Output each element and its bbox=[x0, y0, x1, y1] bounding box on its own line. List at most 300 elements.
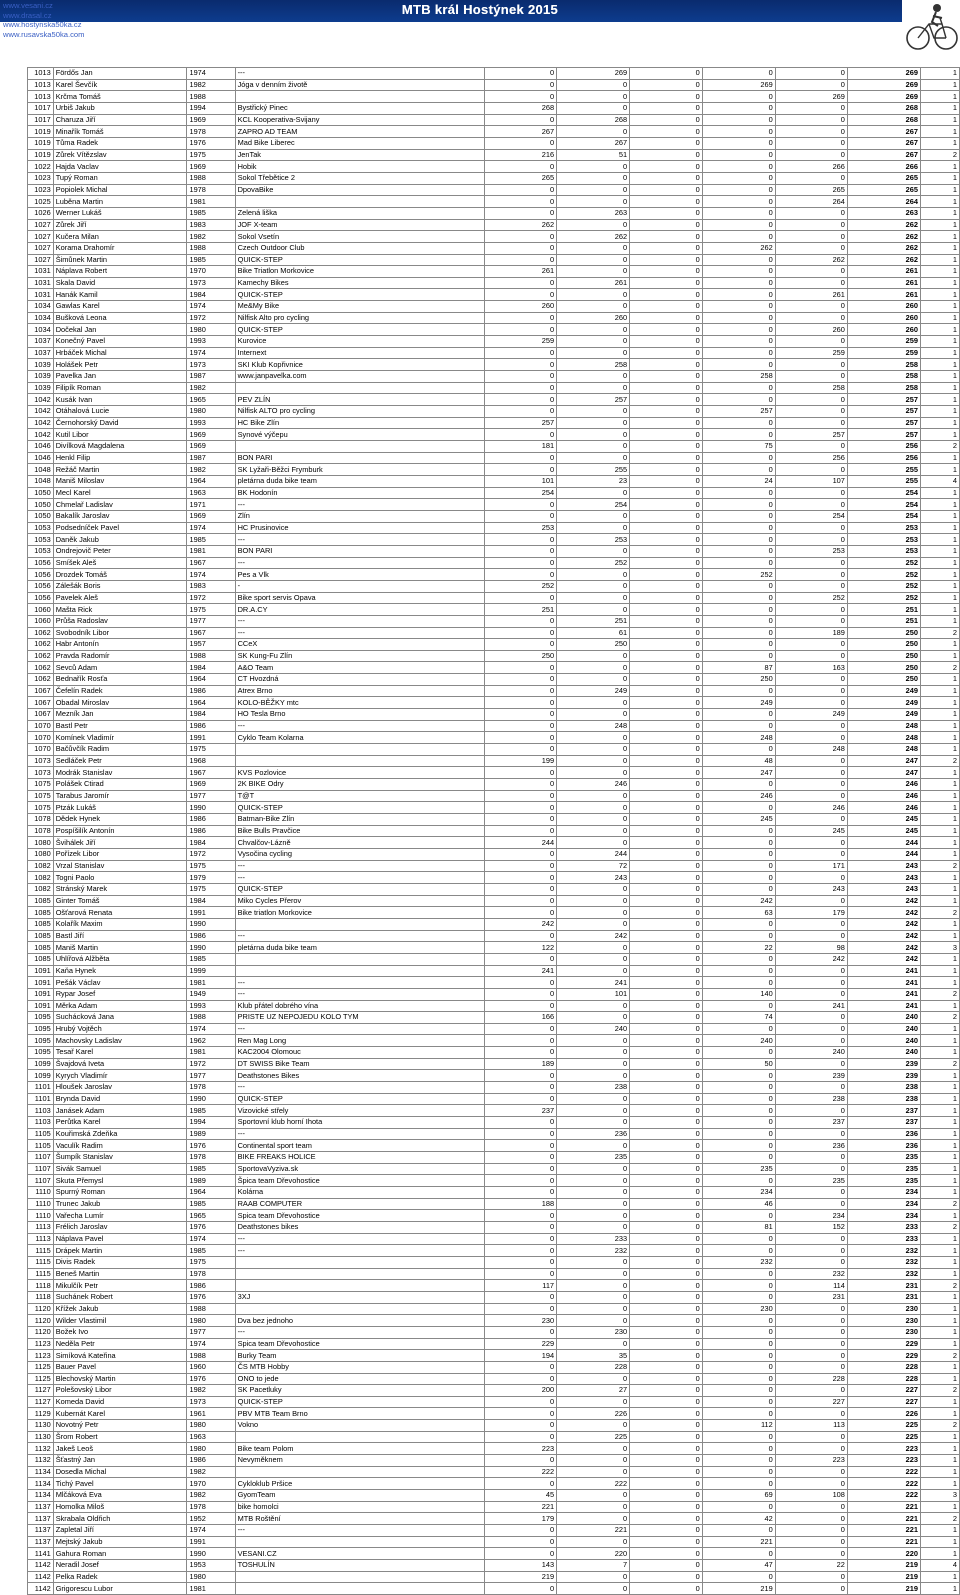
cell-race-count: 1 bbox=[920, 1501, 959, 1513]
cell-race-4: 0 bbox=[702, 510, 775, 522]
cell-race-1: 0 bbox=[484, 254, 556, 266]
cell-rank: 1039 bbox=[28, 382, 54, 394]
table-row bbox=[28, 1198, 960, 1210]
cell-race-5: 0 bbox=[775, 406, 847, 418]
cell-race-2: 0 bbox=[557, 604, 630, 616]
cell-rank: 1085 bbox=[28, 907, 54, 919]
cell-rank: 1085 bbox=[28, 953, 54, 965]
cell-race-count: 2 bbox=[920, 1385, 959, 1397]
cell-race-3: 0 bbox=[630, 79, 703, 91]
cell-race-5: 234 bbox=[775, 1210, 847, 1222]
cell-race-1: 259 bbox=[484, 336, 556, 348]
cell-race-5: 0 bbox=[775, 312, 847, 324]
table-row bbox=[28, 277, 960, 289]
cell-race-1: 0 bbox=[484, 674, 556, 686]
cell-name: Frélich Jaroslav bbox=[53, 1221, 187, 1233]
cell-race-4: 0 bbox=[702, 825, 775, 837]
cell-club: Bike sport servis Opava bbox=[235, 592, 484, 604]
table-row bbox=[28, 184, 960, 196]
cell-race-5: 260 bbox=[775, 324, 847, 336]
cell-year: 1969 bbox=[187, 779, 235, 791]
cell-race-4: 262 bbox=[702, 242, 775, 254]
cell-rank: 1013 bbox=[28, 79, 54, 91]
cell-race-count: 1 bbox=[920, 1187, 959, 1199]
cell-race-1: 0 bbox=[484, 569, 556, 581]
cell-race-2: 226 bbox=[557, 1408, 630, 1420]
cell-race-3: 0 bbox=[630, 207, 703, 219]
cell-race-3: 0 bbox=[630, 1583, 703, 1595]
cell-name: Zůrek Jiří bbox=[53, 219, 187, 231]
cell-name: Měrka Adam bbox=[53, 1000, 187, 1012]
cell-race-count: 1 bbox=[920, 277, 959, 289]
cell-total: 230 bbox=[847, 1303, 920, 1315]
cell-race-5: 0 bbox=[775, 68, 847, 80]
cell-race-2: 240 bbox=[557, 1023, 630, 1035]
cell-race-3: 0 bbox=[630, 848, 703, 860]
cell-year: 1973 bbox=[187, 277, 235, 289]
cell-race-5: 0 bbox=[775, 755, 847, 767]
cell-race-4: 252 bbox=[702, 569, 775, 581]
cell-year: 1964 bbox=[187, 1187, 235, 1199]
cell-year: 1988 bbox=[187, 1303, 235, 1315]
cell-race-5: 0 bbox=[775, 1571, 847, 1583]
cell-year: 1972 bbox=[187, 312, 235, 324]
cell-year: 1986 bbox=[187, 825, 235, 837]
cell-race-count: 1 bbox=[920, 825, 959, 837]
cell-race-2: 246 bbox=[557, 779, 630, 791]
cell-name: Obadal Miroslav bbox=[53, 697, 187, 709]
cell-club: --- bbox=[235, 977, 484, 989]
table-row bbox=[28, 196, 960, 208]
site-link[interactable]: www.vesani.cz bbox=[3, 1, 53, 10]
cell-race-1: 229 bbox=[484, 1338, 556, 1350]
cell-race-2: 0 bbox=[557, 1338, 630, 1350]
cell-race-1: 0 bbox=[484, 1256, 556, 1268]
cell-race-1: 0 bbox=[484, 114, 556, 126]
cell-rank: 1031 bbox=[28, 266, 54, 278]
cell-name: Mezník Jan bbox=[53, 709, 187, 721]
cell-year: 1980 bbox=[187, 1315, 235, 1327]
cell-race-4: 0 bbox=[702, 102, 775, 114]
cell-race-3: 0 bbox=[630, 441, 703, 453]
cell-race-3: 0 bbox=[630, 1350, 703, 1362]
cell-club: HC Prusinovice bbox=[235, 522, 484, 534]
cell-race-count: 1 bbox=[920, 918, 959, 930]
cell-name: Vaculík Radim bbox=[53, 1140, 187, 1152]
cell-race-2: 0 bbox=[557, 441, 630, 453]
table-row bbox=[28, 266, 960, 278]
cell-name: Stránský Marek bbox=[53, 883, 187, 895]
cell-race-3: 0 bbox=[630, 1420, 703, 1432]
cell-race-count: 1 bbox=[920, 1047, 959, 1059]
cell-race-4: 0 bbox=[702, 848, 775, 860]
cell-race-1: 0 bbox=[484, 848, 556, 860]
cell-rank: 1039 bbox=[28, 371, 54, 383]
cell-name: Náplava Robert bbox=[53, 266, 187, 278]
cell-race-2: 0 bbox=[557, 755, 630, 767]
table-row bbox=[28, 569, 960, 581]
cell-rank: 1082 bbox=[28, 860, 54, 872]
table-row bbox=[28, 1525, 960, 1537]
cell-race-1: 253 bbox=[484, 522, 556, 534]
cell-race-2: 0 bbox=[557, 1000, 630, 1012]
cell-race-4: 0 bbox=[702, 1140, 775, 1152]
cell-total: 240 bbox=[847, 1012, 920, 1024]
cell-race-count: 1 bbox=[920, 709, 959, 721]
cell-name: Tichý Pavel bbox=[53, 1478, 187, 1490]
cell-race-3: 0 bbox=[630, 1361, 703, 1373]
table-row bbox=[28, 627, 960, 639]
cell-race-5: 0 bbox=[775, 114, 847, 126]
cell-race-4: 0 bbox=[702, 266, 775, 278]
table-row bbox=[28, 394, 960, 406]
cell-total: 235 bbox=[847, 1175, 920, 1187]
table-row bbox=[28, 1058, 960, 1070]
cell-race-count: 1 bbox=[920, 312, 959, 324]
cell-race-1: 0 bbox=[484, 1583, 556, 1595]
cell-club: QUICK-STEP bbox=[235, 802, 484, 814]
cell-rank: 1034 bbox=[28, 301, 54, 313]
cell-race-count: 1 bbox=[920, 697, 959, 709]
cell-total: 248 bbox=[847, 720, 920, 732]
cell-club: bike homolci bbox=[235, 1501, 484, 1513]
cell-race-4: 250 bbox=[702, 674, 775, 686]
cell-race-1: 0 bbox=[484, 592, 556, 604]
cell-name: Hloušek Jaroslav bbox=[53, 1082, 187, 1094]
cell-year: 1978 bbox=[187, 1152, 235, 1164]
cell-club: JenTak bbox=[235, 149, 484, 161]
cell-total: 245 bbox=[847, 814, 920, 826]
cell-race-count: 2 bbox=[920, 1012, 959, 1024]
cell-race-2: 0 bbox=[557, 895, 630, 907]
cell-race-3: 0 bbox=[630, 953, 703, 965]
cell-race-3: 0 bbox=[630, 977, 703, 989]
cell-race-4: 247 bbox=[702, 767, 775, 779]
cell-total: 242 bbox=[847, 930, 920, 942]
table-row bbox=[28, 1152, 960, 1164]
cell-race-1: 166 bbox=[484, 1012, 556, 1024]
cell-race-5: 0 bbox=[775, 1525, 847, 1537]
cell-race-3: 0 bbox=[630, 1221, 703, 1233]
cell-race-count: 1 bbox=[920, 604, 959, 616]
cell-total: 254 bbox=[847, 510, 920, 522]
cell-race-5: 0 bbox=[775, 1315, 847, 1327]
cell-race-4: 48 bbox=[702, 755, 775, 767]
cell-year: 1974 bbox=[187, 1023, 235, 1035]
cell-total: 267 bbox=[847, 126, 920, 138]
cell-race-4: 0 bbox=[702, 1548, 775, 1560]
cell-year: 1975 bbox=[187, 1256, 235, 1268]
cell-race-1: 0 bbox=[484, 184, 556, 196]
table-row bbox=[28, 755, 960, 767]
cell-club: SK Kung-Fu Zlín bbox=[235, 650, 484, 662]
cell-year: 1990 bbox=[187, 942, 235, 954]
cell-race-count: 1 bbox=[920, 1175, 959, 1187]
table-row bbox=[28, 406, 960, 418]
cell-year: 1974 bbox=[187, 1525, 235, 1537]
table-row bbox=[28, 1338, 960, 1350]
cell-year: 1986 bbox=[187, 1455, 235, 1467]
cell-name: Bastl Jiří bbox=[53, 930, 187, 942]
cell-race-1: 0 bbox=[484, 685, 556, 697]
cell-race-1: 0 bbox=[484, 1408, 556, 1420]
cell-year: 1976 bbox=[187, 1221, 235, 1233]
cell-year: 1974 bbox=[187, 301, 235, 313]
cell-year: 1991 bbox=[187, 907, 235, 919]
cell-race-5: 0 bbox=[775, 1082, 847, 1094]
cell-race-5: 171 bbox=[775, 860, 847, 872]
cell-rank: 1091 bbox=[28, 977, 54, 989]
cell-race-4: 0 bbox=[702, 184, 775, 196]
cell-race-4: 0 bbox=[702, 114, 775, 126]
cell-race-4: 0 bbox=[702, 1117, 775, 1129]
cell-name: Bauer Pavel bbox=[53, 1361, 187, 1373]
cell-race-2: 0 bbox=[557, 1140, 630, 1152]
cell-race-5: 0 bbox=[775, 1536, 847, 1548]
cell-rank: 1042 bbox=[28, 417, 54, 429]
cell-race-1: 0 bbox=[484, 429, 556, 441]
cell-race-1: 260 bbox=[484, 301, 556, 313]
table-row bbox=[28, 1291, 960, 1303]
cell-race-count: 1 bbox=[920, 592, 959, 604]
cell-name: Ptzák Lukáš bbox=[53, 802, 187, 814]
site-link[interactable]: www.rusavska50ka.com bbox=[3, 29, 85, 39]
cell-race-2: 7 bbox=[557, 1560, 630, 1572]
cell-name: Popiolek Michal bbox=[53, 184, 187, 196]
table-row bbox=[28, 779, 960, 791]
cell-race-4: 245 bbox=[702, 814, 775, 826]
cell-name: Daněk Jakub bbox=[53, 534, 187, 546]
cell-race-1: 0 bbox=[484, 930, 556, 942]
cell-race-4: 0 bbox=[702, 1128, 775, 1140]
table-row bbox=[28, 1490, 960, 1502]
cell-total: 240 bbox=[847, 1035, 920, 1047]
cell-rank: 1042 bbox=[28, 394, 54, 406]
cell-race-3: 0 bbox=[630, 569, 703, 581]
cell-race-5: 0 bbox=[775, 965, 847, 977]
cell-race-5: 0 bbox=[775, 674, 847, 686]
cell-race-5: 0 bbox=[775, 1035, 847, 1047]
cell-race-5: 0 bbox=[775, 1501, 847, 1513]
cell-race-2: 244 bbox=[557, 848, 630, 860]
cell-club bbox=[235, 1583, 484, 1595]
cell-race-1: 0 bbox=[484, 1361, 556, 1373]
cell-rank: 1060 bbox=[28, 604, 54, 616]
cell-race-count: 1 bbox=[920, 1338, 959, 1350]
cell-race-3: 0 bbox=[630, 382, 703, 394]
cell-race-1: 216 bbox=[484, 149, 556, 161]
cell-rank: 1053 bbox=[28, 522, 54, 534]
cell-race-4: 0 bbox=[702, 1047, 775, 1059]
cell-race-4: 0 bbox=[702, 1105, 775, 1117]
cell-race-3: 0 bbox=[630, 336, 703, 348]
cell-race-1: 0 bbox=[484, 1455, 556, 1467]
cell-race-count: 1 bbox=[920, 848, 959, 860]
cell-race-count: 3 bbox=[920, 1490, 959, 1502]
cell-year: 1977 bbox=[187, 615, 235, 627]
cell-year: 1988 bbox=[187, 91, 235, 103]
cell-year: 1963 bbox=[187, 487, 235, 499]
cell-race-count: 2 bbox=[920, 441, 959, 453]
cell-race-2: 0 bbox=[557, 1466, 630, 1478]
cell-race-5: 0 bbox=[775, 79, 847, 91]
cell-year: 1981 bbox=[187, 977, 235, 989]
site-link[interactable]: www.drasal.cz bbox=[3, 10, 52, 20]
cell-club: BON PARI bbox=[235, 545, 484, 557]
cell-race-5: 0 bbox=[775, 207, 847, 219]
site-link[interactable]: www.hostynska50ka.cz bbox=[3, 20, 82, 30]
cell-race-5: 0 bbox=[775, 219, 847, 231]
cell-club: BIKE FREAKS HOLICE bbox=[235, 1152, 484, 1164]
cell-year: 1981 bbox=[187, 1047, 235, 1059]
cell-race-1: 143 bbox=[484, 1560, 556, 1572]
cell-rank: 1067 bbox=[28, 697, 54, 709]
cell-year: 1990 bbox=[187, 1548, 235, 1560]
cell-race-5: 0 bbox=[775, 1012, 847, 1024]
cell-rank: 1103 bbox=[28, 1117, 54, 1129]
cell-rank: 1073 bbox=[28, 767, 54, 779]
cell-race-count: 1 bbox=[920, 487, 959, 499]
cell-race-2: 0 bbox=[557, 487, 630, 499]
cell-race-3: 0 bbox=[630, 1128, 703, 1140]
cell-race-5: 231 bbox=[775, 1291, 847, 1303]
cell-rank: 1125 bbox=[28, 1361, 54, 1373]
cell-race-5: 163 bbox=[775, 662, 847, 674]
cell-race-4: 0 bbox=[702, 1175, 775, 1187]
cell-name: Luběna Martin bbox=[53, 196, 187, 208]
cell-rank: 1115 bbox=[28, 1256, 54, 1268]
cell-year: 1974 bbox=[187, 68, 235, 80]
cell-race-3: 0 bbox=[630, 1140, 703, 1152]
table-row bbox=[28, 1012, 960, 1024]
cell-club: VESANI.CZ bbox=[235, 1548, 484, 1560]
cell-race-5: 228 bbox=[775, 1373, 847, 1385]
cell-total: 251 bbox=[847, 615, 920, 627]
cell-race-4: 234 bbox=[702, 1187, 775, 1199]
cell-race-3: 0 bbox=[630, 685, 703, 697]
cell-name: Wilder Vlastimil bbox=[53, 1315, 187, 1327]
cell-total: 227 bbox=[847, 1396, 920, 1408]
cell-name: Holášek Petr bbox=[53, 359, 187, 371]
cell-race-2: 0 bbox=[557, 219, 630, 231]
table-row bbox=[28, 1093, 960, 1105]
cell-race-1: 267 bbox=[484, 126, 556, 138]
cell-race-1: 0 bbox=[484, 1221, 556, 1233]
cell-race-2: 0 bbox=[557, 1047, 630, 1059]
cell-race-4: 269 bbox=[702, 79, 775, 91]
cell-total: 230 bbox=[847, 1326, 920, 1338]
table-row bbox=[28, 662, 960, 674]
cell-club: CCeX bbox=[235, 639, 484, 651]
cell-total: 232 bbox=[847, 1268, 920, 1280]
table-row bbox=[28, 697, 960, 709]
cell-name: Božek Ivo bbox=[53, 1326, 187, 1338]
cell-total: 255 bbox=[847, 475, 920, 487]
cell-race-2: 0 bbox=[557, 709, 630, 721]
cell-race-3: 0 bbox=[630, 137, 703, 149]
cell-race-3: 0 bbox=[630, 837, 703, 849]
cell-name: Čefelín Radek bbox=[53, 685, 187, 697]
table-row bbox=[28, 872, 960, 884]
cell-club: Sportovní klub horní Ihota bbox=[235, 1117, 484, 1129]
cell-race-1: 0 bbox=[484, 68, 556, 80]
cell-race-4: 0 bbox=[702, 429, 775, 441]
cell-race-2: 0 bbox=[557, 91, 630, 103]
cell-club: Bike team Polom bbox=[235, 1443, 484, 1455]
cell-race-1: 0 bbox=[484, 137, 556, 149]
table-row bbox=[28, 336, 960, 348]
cell-name: Jakeš Leoš bbox=[53, 1443, 187, 1455]
cell-race-3: 0 bbox=[630, 650, 703, 662]
cell-race-count: 1 bbox=[920, 883, 959, 895]
cell-race-4: 0 bbox=[702, 1431, 775, 1443]
cell-total: 240 bbox=[847, 1047, 920, 1059]
cell-total: 243 bbox=[847, 883, 920, 895]
cell-club: Sokol Třebětice 2 bbox=[235, 172, 484, 184]
cell-rank: 1095 bbox=[28, 1012, 54, 1024]
cell-year: 1987 bbox=[187, 371, 235, 383]
cell-rank: 1050 bbox=[28, 510, 54, 522]
cell-race-3: 0 bbox=[630, 1256, 703, 1268]
table-row bbox=[28, 1245, 960, 1257]
cell-race-1: 0 bbox=[484, 744, 556, 756]
cell-race-count: 1 bbox=[920, 895, 959, 907]
table-row bbox=[28, 930, 960, 942]
cell-race-3: 0 bbox=[630, 464, 703, 476]
cell-rank: 1022 bbox=[28, 161, 54, 173]
table-row bbox=[28, 510, 960, 522]
cell-rank: 1120 bbox=[28, 1303, 54, 1315]
cell-year: 1981 bbox=[187, 196, 235, 208]
cell-total: 236 bbox=[847, 1140, 920, 1152]
cell-year: 1977 bbox=[187, 1070, 235, 1082]
cell-name: Bušková Leona bbox=[53, 312, 187, 324]
cell-race-2: 0 bbox=[557, 1315, 630, 1327]
cell-name: Gawlas Karel bbox=[53, 301, 187, 313]
cell-total: 268 bbox=[847, 102, 920, 114]
cell-race-5: 242 bbox=[775, 953, 847, 965]
cell-club bbox=[235, 1256, 484, 1268]
table-row bbox=[28, 522, 960, 534]
cell-rank: 1070 bbox=[28, 720, 54, 732]
cell-race-5: 0 bbox=[775, 1431, 847, 1443]
cell-rank: 1130 bbox=[28, 1431, 54, 1443]
cell-total: 266 bbox=[847, 161, 920, 173]
cell-club: QUICK-STEP bbox=[235, 883, 484, 895]
cell-race-5: 238 bbox=[775, 1093, 847, 1105]
cell-rank: 1067 bbox=[28, 685, 54, 697]
cell-race-4: 0 bbox=[702, 930, 775, 942]
cell-race-5: 0 bbox=[775, 242, 847, 254]
cell-name: Maniš Miloslav bbox=[53, 475, 187, 487]
table-row bbox=[28, 767, 960, 779]
cell-total: 253 bbox=[847, 534, 920, 546]
cell-race-5: 252 bbox=[775, 592, 847, 604]
cell-race-count: 1 bbox=[920, 1478, 959, 1490]
cell-club: PEV ZLÍN bbox=[235, 394, 484, 406]
cell-total: 230 bbox=[847, 1315, 920, 1327]
cell-race-2: 0 bbox=[557, 1035, 630, 1047]
cell-race-5: 0 bbox=[775, 720, 847, 732]
cell-race-5: 189 bbox=[775, 627, 847, 639]
cell-race-5: 262 bbox=[775, 254, 847, 266]
cell-race-4: 0 bbox=[702, 1396, 775, 1408]
cell-club: --- bbox=[235, 557, 484, 569]
cell-club bbox=[235, 755, 484, 767]
cell-total: 262 bbox=[847, 231, 920, 243]
cell-rank: 1137 bbox=[28, 1501, 54, 1513]
table-row bbox=[28, 301, 960, 313]
